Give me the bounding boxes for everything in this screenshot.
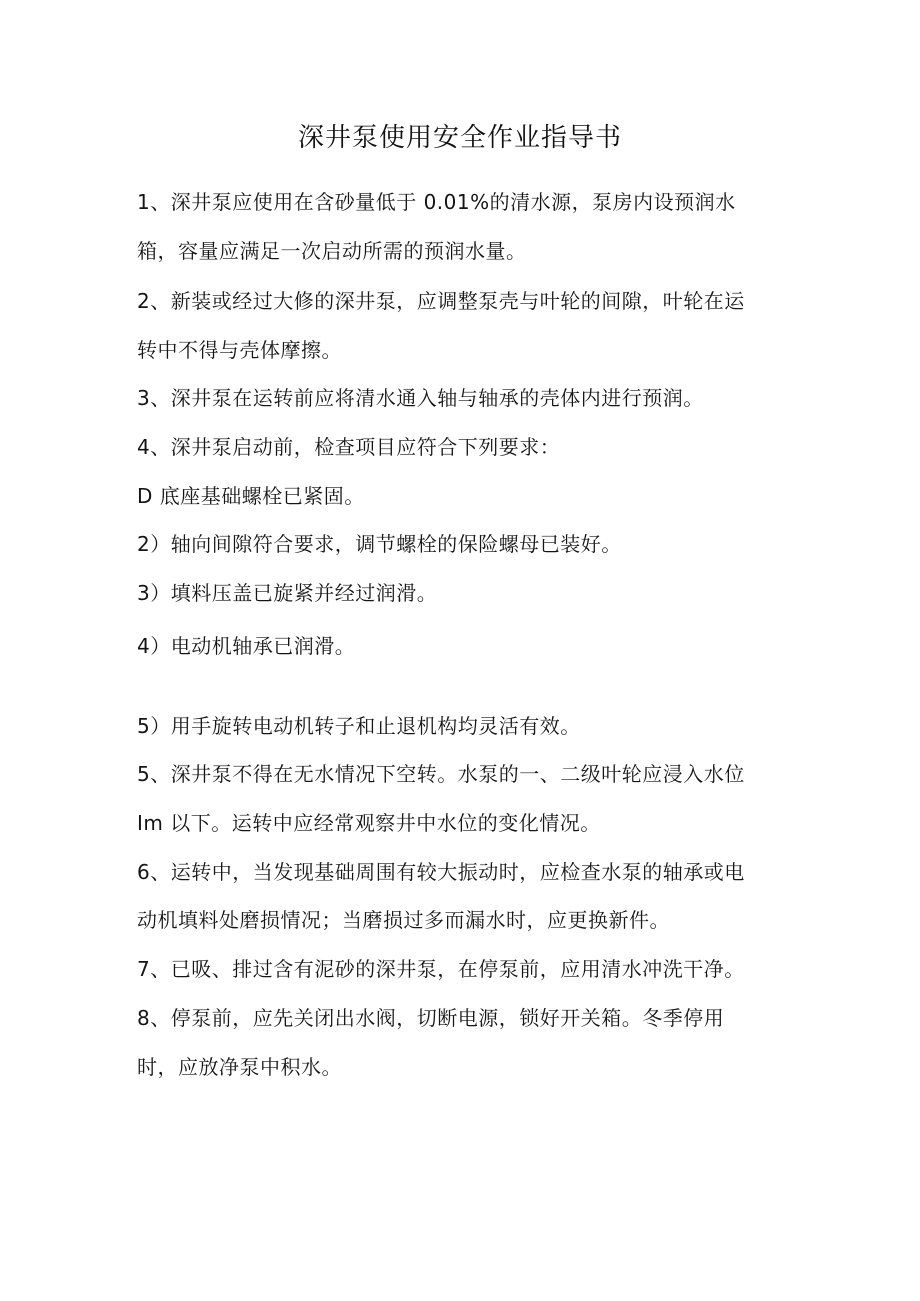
- paragraph-line: 2、新装或经过大修的深井泵，应调整泵壳与叶轮的间隙，叶轮在运: [137, 289, 745, 313]
- paragraph-line: 转中不得与壳体摩擦。: [137, 338, 342, 362]
- paragraph-line: Im 以下。运转中应经常观察井中水位的变化情况。: [137, 811, 601, 835]
- document-title: 深井泵使用安全作业指导书: [297, 123, 622, 153]
- paragraph-line: 动机填料处磨损情况；当磨损过多而漏水时，应更换新件。: [137, 908, 670, 932]
- paragraph-line: D 底座基础螺栓已紧固。: [137, 484, 365, 508]
- paragraph-line: 5）用手旋转电动机转子和止退机构均灵活有效。: [137, 714, 581, 738]
- paragraph-line: 4）电动机轴承已润滑。: [137, 634, 356, 658]
- paragraph-line: 时，应放净泵中积水。: [137, 1055, 342, 1079]
- paragraph-line: 2）轴向间隙符合要求，调节螺栓的保险螺母已装好。: [137, 532, 622, 556]
- paragraph-line: 5、深井泵不得在无水情况下空转。水泵的一、二级叶轮应浸入水位: [137, 762, 745, 786]
- paragraph-line: 8、停泵前，应先关闭出水阀，切断电源，锁好开关箱。冬季停用: [137, 1006, 725, 1030]
- paragraph-line: 4、深井泵启动前，检查项目应符合下列要求：: [137, 435, 561, 459]
- paragraph-line: 1、深井泵应使用在含砂量低于 0.01%的清水源，泵房内设预润水: [137, 190, 736, 214]
- paragraph-line: 箱，容量应满足一次启动所需的预润水量。: [137, 239, 527, 263]
- paragraph-line: 6、运转中，当发现基础周围有较大振动时，应检查水泵的轴承或电: [137, 860, 745, 884]
- paragraph-line: 7、已吸、排过含有泥砂的深井泵，在停泵前，应用清水冲洗干净。: [137, 957, 745, 981]
- paragraph-line: 3、深井泵在运转前应将清水通入轴与轴承的壳体内进行预润。: [137, 386, 704, 410]
- paragraph-line: 3）填料压盖已旋紧并经过润滑。: [137, 581, 438, 605]
